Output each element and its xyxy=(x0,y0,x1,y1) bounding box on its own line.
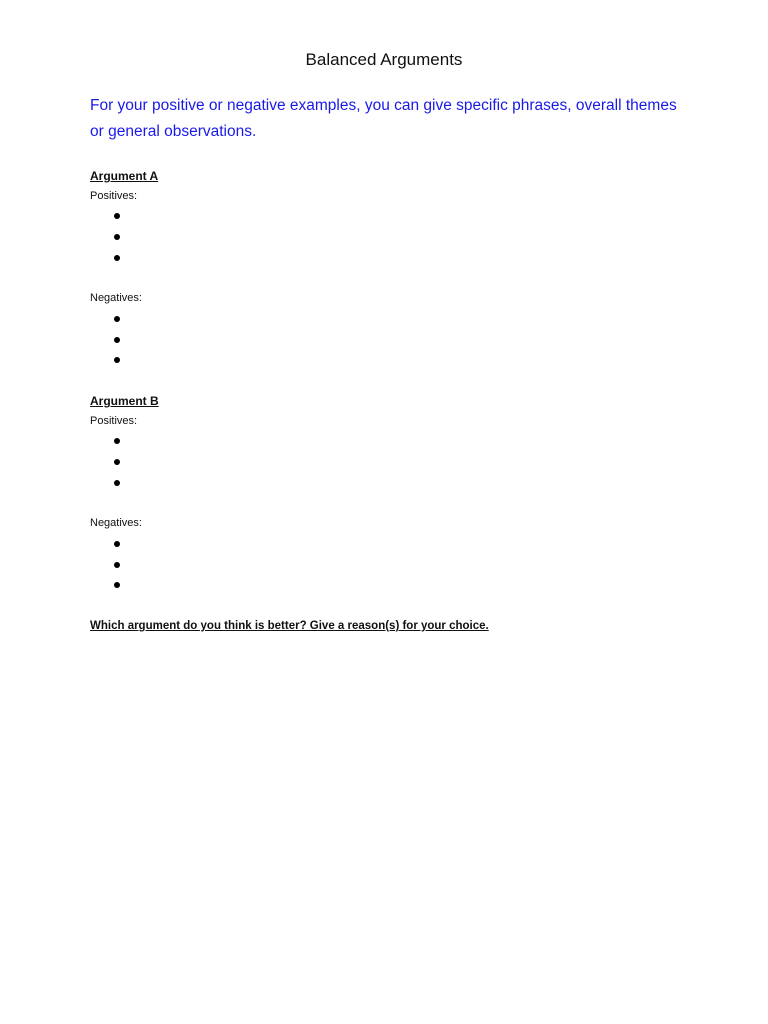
argument-a-positive-bullet-3 xyxy=(114,255,120,261)
argument-b-positive-bullet-2 xyxy=(114,459,120,465)
argument-b-positive-bullet-1 xyxy=(114,438,120,444)
argument-a-negatives-label: Negatives: xyxy=(90,292,142,304)
page-title: Balanced Arguments xyxy=(305,50,463,69)
closing-question: Which argument do you think is better? Give a reason(s) for your choice. xyxy=(90,620,489,632)
argument-b-negative-bullet-3 xyxy=(114,582,120,588)
argument-b-negative-bullet-1 xyxy=(114,541,120,547)
argument-b-positives-label: Positives: xyxy=(90,415,138,427)
argument-a-negative-bullet-3 xyxy=(114,357,120,363)
argument-a-negative-bullet-2 xyxy=(114,337,120,343)
argument-b-positive-bullet-3 xyxy=(114,480,120,486)
argument-a-positives-label: Positives: xyxy=(90,190,138,202)
argument-b-negatives-label: Negatives: xyxy=(90,517,142,529)
argument-b-heading: Argument B xyxy=(90,394,159,408)
argument-a-positive-bullet-2 xyxy=(114,234,120,240)
argument-a-positive-bullet-1 xyxy=(114,213,120,219)
argument-a-heading: Argument A xyxy=(90,169,159,183)
argument-a-negative-bullet-1 xyxy=(114,316,120,322)
argument-b-negative-bullet-2 xyxy=(114,562,120,568)
intro-instructions: For your positive or negative examples, you can give specific phrases, overall themes or general observations. xyxy=(90,97,677,140)
